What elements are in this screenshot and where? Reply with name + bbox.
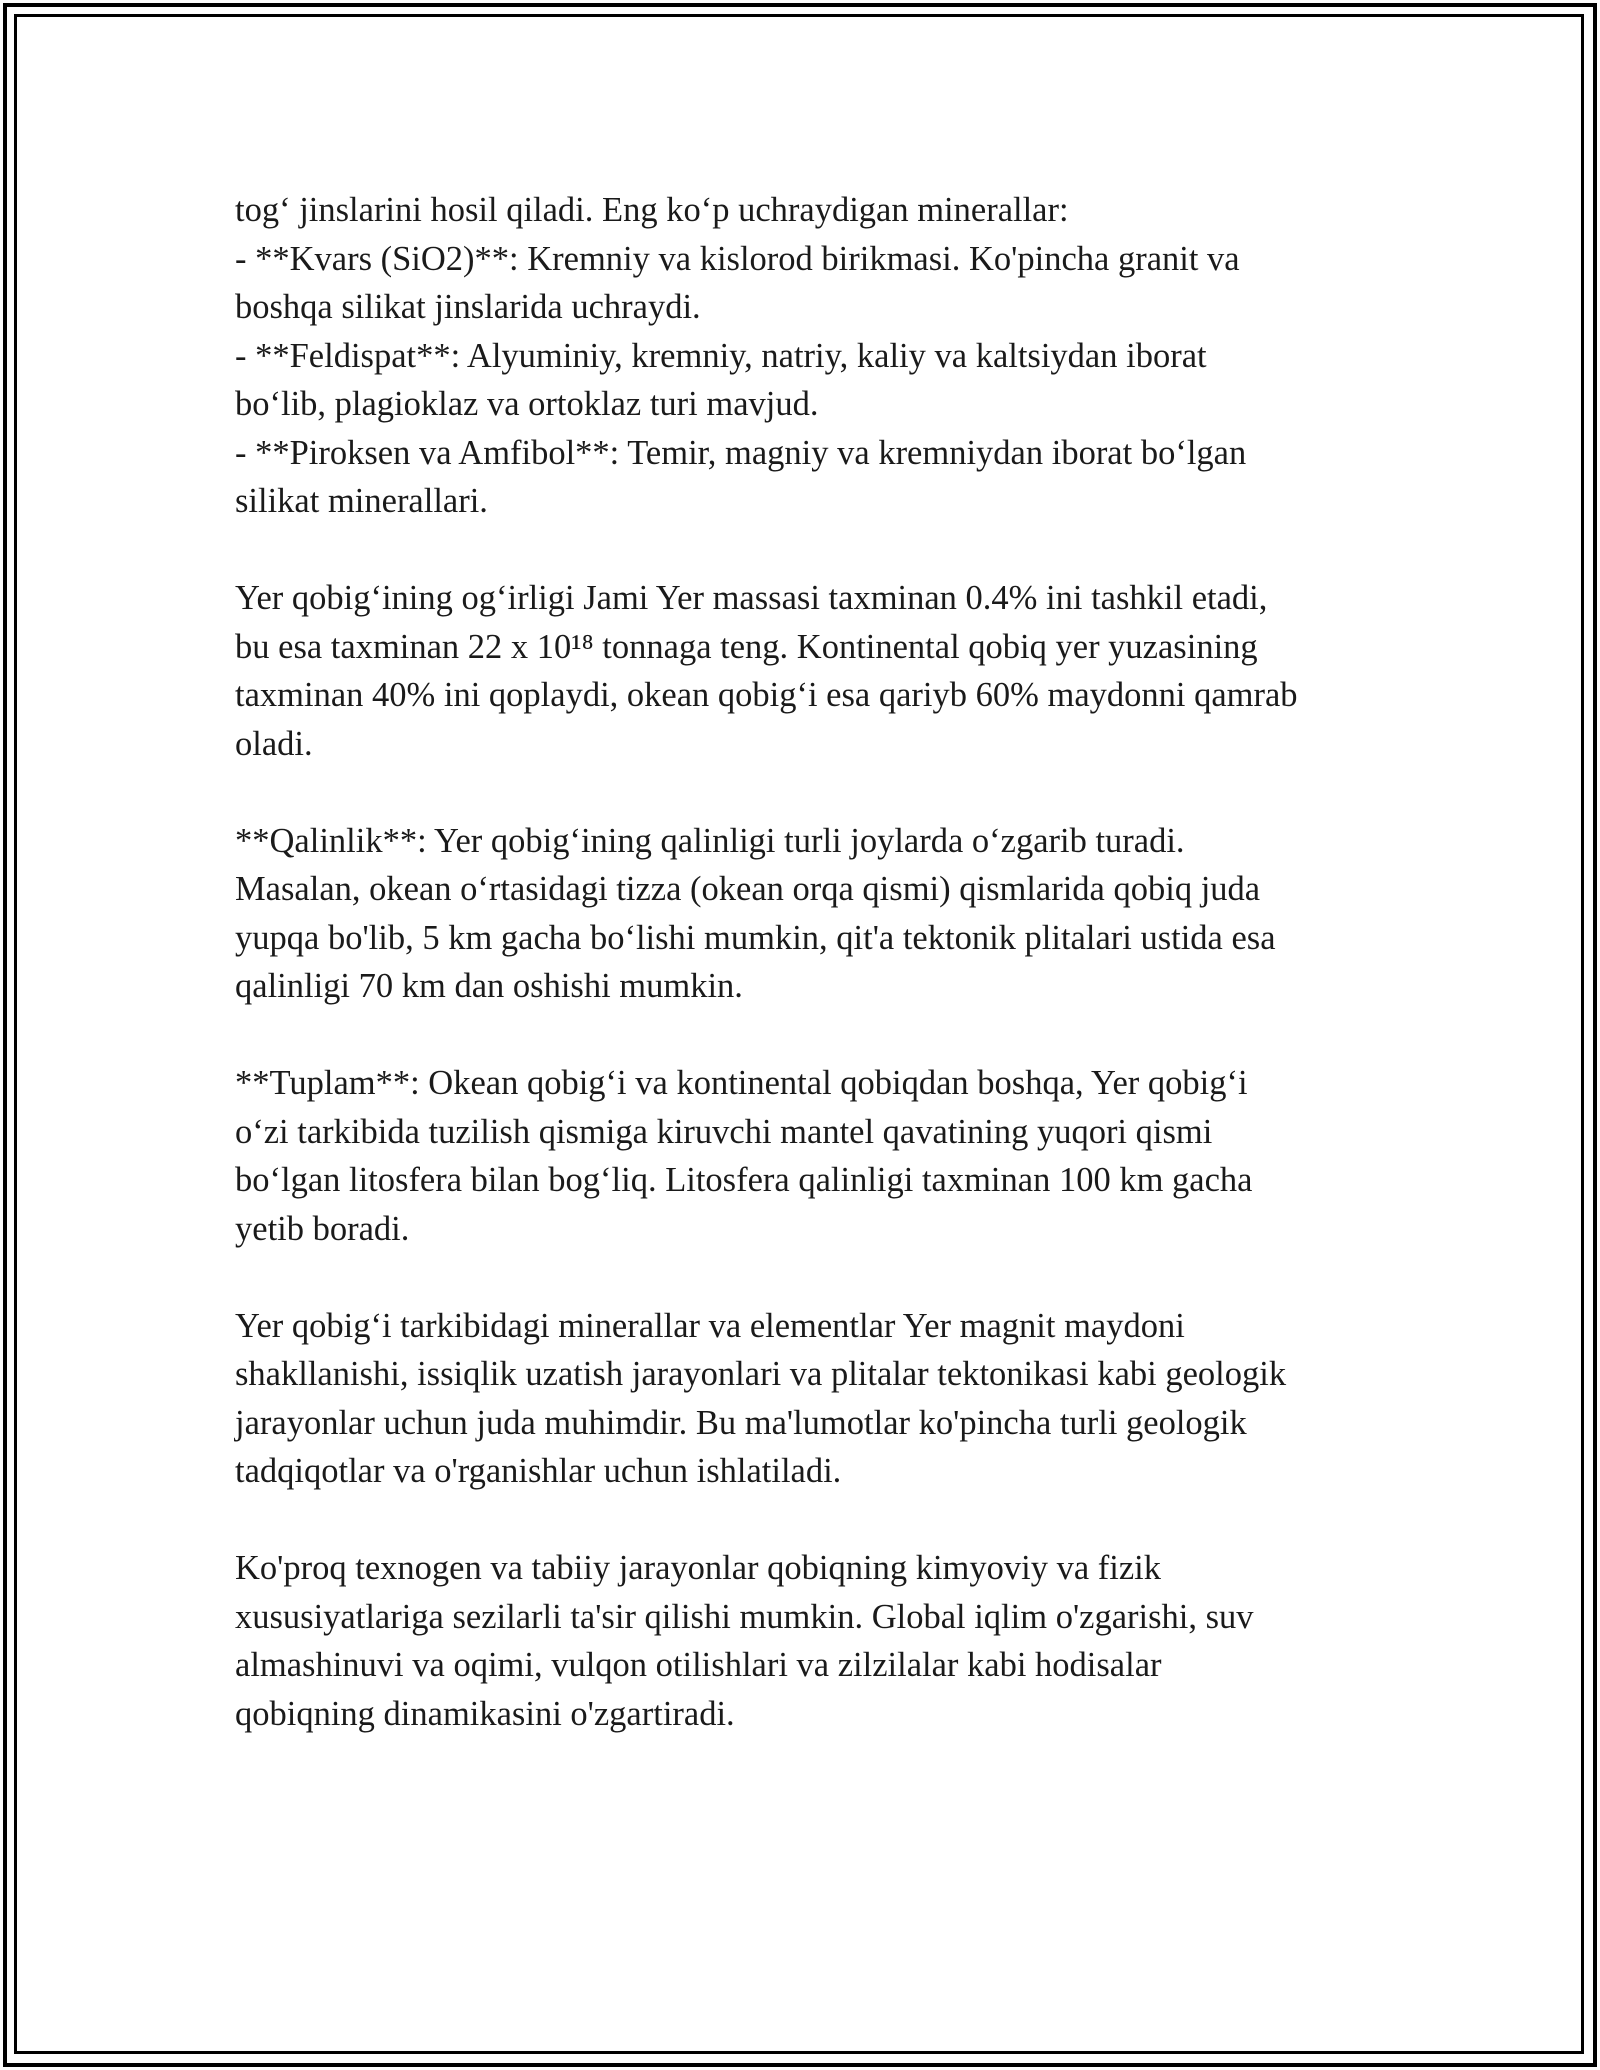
text-line: silikat minerallari. (235, 482, 488, 520)
text-line: qobiqning dinamikasini o'zgartiradi. (235, 1694, 735, 1733)
paragraph-spacer (235, 1011, 1375, 1060)
text-line: bo‘lib, plagioklaz va ortoklaz turi mavjud. (235, 385, 819, 423)
text-line: Masalan, okean o‘rtasidagi tizza (okean orqa qismi) qismlarida qobiq juda (235, 870, 1261, 908)
paragraph-spacer (235, 526, 1375, 575)
text-line: Yer qobig‘ining og‘irligi Jami Yer massasi taxminan 0.4% ini tashkil etadi, (235, 579, 1268, 617)
paragraph-mass (235, 574, 1375, 768)
paragraph-processes (235, 1544, 1375, 1738)
paragraph-thickness (235, 817, 1375, 1011)
text-line: jarayonlar uchun juda muhimdir. Bu ma'lumotlar ko'pincha turli geologik (235, 1403, 1247, 1442)
paragraph-minerals (235, 186, 1375, 526)
paragraph-lithosphere (235, 1059, 1375, 1253)
text-line: xususiyatlariga sezilarli ta'sir qilishi mumkin. Global iqlim o'zgarishi, suv (235, 1597, 1254, 1636)
text-line: o‘zi tarkibida tuzilish qismiga kiruvchi mantel qavatining yuqori qismi (235, 1112, 1213, 1151)
text-line: **Tuplam**: Okean qobig‘i va kontinental qobiqdan boshqa, Yer qobig‘i (235, 1064, 1248, 1102)
paragraph-spacer (235, 1253, 1375, 1302)
text-line: Ko'proq texnogen va tabiiy jarayonlar qobiqning kimyoviy va fizik (235, 1549, 1162, 1587)
text-line: yupqa bo'lib, 5 km gacha bo‘lishi mumkin, qit'a tektonik plitalari ustida esa (235, 918, 1276, 957)
text-line: tog‘ jinslarini hosil qiladi. Eng ko‘p uchraydigan minerallar: (235, 191, 1069, 229)
text-line: - **Kvars (SiO2)**: Kremniy va kislorod birikmasi. Ko'pincha granit va (235, 239, 1240, 278)
document-body (235, 186, 1375, 1738)
paragraph-spacer (235, 768, 1375, 817)
text-line: **Qalinlik**: Yer qobig‘ining qalinligi turli joylarda o‘zgarib turadi. (235, 821, 1185, 860)
text-line: - **Piroksen va Amfibol**: Temir, magniy va kremniydan iborat bo‘lgan (235, 433, 1247, 472)
text-line: bo‘lgan litosfera bilan bog‘liq. Litosfera qalinligi taxminan 100 km gacha (235, 1161, 1253, 1199)
text-line: almashinuvi va oqimi, vulqon otilishlari va zilzilalar kabi hodisalar (235, 1646, 1162, 1684)
text-line: qalinligi 70 km dan oshishi mumkin. (235, 967, 743, 1005)
text-line: shakllanishi, issiqlik uzatish jarayonlari va plitalar tektonikasi kabi geologik (235, 1355, 1287, 1393)
text-line: yetib boradi. (235, 1209, 410, 1248)
text-line: boshqa silikat jinslarida uchraydi. (235, 288, 701, 326)
paragraph-importance (235, 1302, 1375, 1496)
text-line: tadqiqotlar va o'rganishlar uchun ishlatiladi. (235, 1452, 842, 1490)
text-line: Yer qobig‘i tarkibidagi minerallar va elementlar Yer magnit maydoni (235, 1306, 1185, 1345)
paragraph-spacer (235, 1496, 1375, 1545)
text-line: bu esa taxminan 22 x 10¹⁸ tonnaga teng. Kontinental qobiq yer yuzasining (235, 627, 1258, 666)
text-line: taxminan 40% ini qoplaydi, okean qobig‘i esa qariyb 60% maydonni qamrab (235, 676, 1298, 714)
text-line: - **Feldispat**: Alyuminiy, kremniy, natriy, kaliy va kaltsiydan iborat (235, 336, 1207, 375)
text-line: oladi. (235, 724, 313, 763)
